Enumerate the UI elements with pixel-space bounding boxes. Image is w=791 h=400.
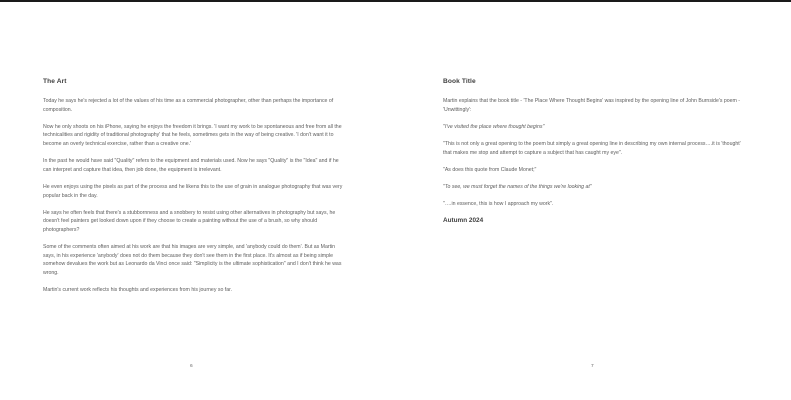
paragraph: "As does this quote from Claude Monet;"	[443, 166, 537, 173]
paragraph: Some of the comments often aimed at his work are that his images are very simple, and 'anybody could do them'. But as Martin says, in his experience 'anybody' does not do them because they don't see them in the first place. It's almost as if being simple somehow devalues the work but as Leonardo da Vinci once said: "Simplicity is the ultimate sophistication" and I don't think he was wrong.	[43, 244, 342, 276]
quote-paragraph: "To see, we must forget the names of the things we're looking at"	[443, 183, 592, 190]
paragraph: "This is not only a great opening to the poem but simply a great opening line in describing my own internal process….it is 'thought' that makes me stop and attempt to capture a subject that has caught my eye".	[443, 140, 741, 156]
right-page	[443, 78, 749, 224]
date-subheading: Autumn 2024	[443, 217, 484, 225]
quote-paragraph: "I've visited the place where thought begins"	[443, 123, 545, 130]
paragraph: He says he often feels that there's a stubbornness and a snobbery to resist using other alternatives in photography but says, he doesn't feel painters get looked down upon if they choose to create a painting without the use of a brush, so why should photographers?	[43, 209, 336, 233]
paragraph: "….in essence, this is how I approach my work".	[443, 201, 554, 208]
paragraph: Martin explains that the book title - 'The Place Where Thought Begins' was inspired by the opening line of John Burnside's poem - 'Unwittingly':	[443, 98, 740, 113]
paragraph: Martin's current work reflects his thoughts and experiences from his journey so far.	[43, 287, 232, 294]
left-page	[43, 78, 343, 303]
paragraph: In the past he would have said "Quality" refers to the equipment and materials used. Now he says "Quality" is the "Idea" and if he can interpret and capture that idea, then job done, the equipment is irrelevant.	[43, 158, 339, 173]
paragraph: He even enjoys using the pixels as part of the process and he likens this to the use of grain in analogue photography that was very popular back in the day.	[43, 183, 343, 199]
page-number-right: 7	[591, 364, 594, 369]
paragraph: Today he says he's rejected a lot of the values of his time as a commercial photographer, other than perhaps the importance of composition.	[43, 98, 334, 113]
top-border	[0, 0, 791, 2]
left-page-heading: The Art	[43, 78, 67, 85]
page-number-left: 6	[190, 364, 193, 369]
paragraph: Now he only shoots on his iPhone, saying he enjoys the freedom it brings. 'I want my work to be spontaneous and free from all the technicalities and rigidity of traditional photography' that he feels, sometimes gets in the way of being creative. 'I don't want it to become an overly technical exercise, rather than a creative one.'	[43, 123, 342, 147]
right-page-heading: Book Title	[443, 78, 476, 85]
